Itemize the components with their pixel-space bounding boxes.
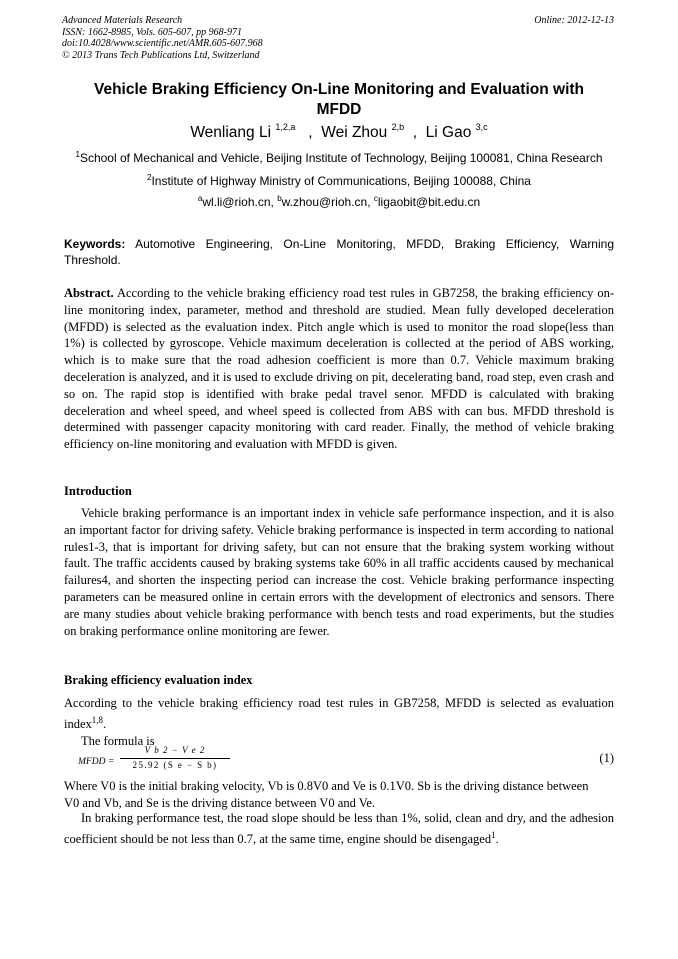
author-marks: 1,2,a [275, 122, 296, 132]
punctuation: . [495, 831, 499, 846]
formula-numerator: V b 2 − V e 2 [144, 745, 206, 755]
section-paragraph [64, 695, 614, 750]
where-line-2: V0 and Vb, and Se is the driving distance between V0 and Ve. [64, 795, 376, 810]
formula-denominator: 25.92 (S e − S b) [132, 760, 218, 770]
journal-name: Advanced Materials Research [62, 15, 183, 26]
equation-1 [64, 745, 614, 775]
conditions-paragraph [64, 810, 614, 848]
email-mark: a [197, 194, 203, 203]
email-mark: c [373, 194, 378, 203]
journal-header [62, 15, 263, 61]
where-line-1: Where V0 is the initial braking velocity, Vb is 0.8V0 and Ve is 0.1V0. Sb is the driving distance between [64, 779, 589, 793]
fraction-bar [120, 758, 230, 759]
abstract [64, 285, 614, 453]
email-a: wl.li@rioh.cn, [202, 195, 274, 209]
affiliation-number: 2 [147, 173, 152, 182]
issn-line: ISSN: 1662-8985, Vols. 605-607, pp 968-971 [62, 26, 242, 38]
formula-lhs: MFDD = [78, 757, 115, 767]
affiliation-text: Institute of Highway Ministry of Communications, Beijing 100088, China [151, 174, 531, 188]
author-marks: 2,b [391, 122, 405, 132]
affiliation-1 [64, 150, 614, 165]
doi-line: doi:10.4028/www.scientific.net/AMR.605-607.968 [62, 38, 263, 49]
keywords-label: Keywords: [64, 237, 126, 251]
online-date: Online: 2012-12-13 [534, 15, 614, 26]
author-name: Wenliang Li [190, 124, 272, 141]
paper-title: Vehicle Braking Efficiency On-Line Monitoring and Evaluation with MFDD [93, 81, 585, 118]
citation: 1 [491, 829, 496, 840]
where-paragraph [64, 778, 614, 812]
email-line [64, 194, 614, 209]
abstract-label: Abstract. [64, 286, 114, 300]
email-b: w.zhou@rioh.cn, [281, 195, 371, 209]
affiliation-text: School of Mechanical and Vehicle, Beijing Institute of Technology, Beijing 100081, China Research [79, 151, 603, 165]
email-c: ligaobit@bit.edu.cn [377, 195, 481, 209]
email-mark: b [277, 194, 282, 203]
section-heading: Braking efficiency evaluation index [64, 673, 253, 687]
punctuation: . [103, 716, 107, 731]
introduction-heading: Introduction [64, 484, 132, 498]
affiliation-number: 1 [75, 150, 80, 159]
affiliation-2 [64, 173, 614, 188]
author-marks: 3,c [475, 122, 488, 132]
introduction-text: Vehicle braking performance is an important index in vehicle safe performance inspection, and it is also an important factor for driving safety. Vehicle braking performance is inspected in term according to national rules1-3, that is important for driving safety, but can not ensure that the braking system working without fault. The traffic accidents caused by braking systems take 60% in all traffic accidents caused by mechanical failures4, and shorten the inspecting period can increase the cost. Vehicle braking performance inspecting parameters can be measured online in certain errors with the development of electronics and sensors. There are many studies about vehicle braking performance with bench tests and road experiments, but the studies on braking performance online monitoring are fewer. [64, 506, 614, 638]
keywords [64, 236, 614, 268]
equation-number: (1) [599, 751, 614, 765]
author-name: Li Gao [425, 124, 472, 141]
copyright-line: © 2013 Trans Tech Publications Ltd, Switzerland [62, 49, 260, 61]
formula-intro: The formula is [81, 733, 155, 748]
paragraph-text: In braking performance test, the road slope should be less than 1%, solid, clean and dry, and the adhesion coefficient should be not less than 0.7, at the same time, engine should be disengaged [64, 811, 614, 846]
keywords-text: Automotive Engineering, On-Line Monitoring, MFDD, Braking Efficiency, Warning Threshold. [64, 237, 614, 267]
paragraph-text: According to the vehicle braking efficiency road test rules in GB7258, MFDD is selected as evaluation index [64, 696, 614, 731]
abstract-text: According to the vehicle braking efficiency road test rules in GB7258, the braking efficiency on-line monitoring index, parameter, method and threshold are studied. Mean fully developed deceleration (MFDD) is selected as the evaluation index. Pitch angle which is used to monitor the road slope(less than 1%) is collected by gyroscope. Vehicle maximum deceleration is collected at the period of ABS working, which is to make sure that the road adhesion coefficient is more than 0.7. Vehicle maximum braking deceleration is analyzed, and it is used to exclude driving on pit, decelerating band, road step, even crash and so on. The rapid stop is identified with brake pedal travel senor. MFDD is calculated with braking deceleration and wheel speed, and wheel speed is collected from ABS with can bus. MFDD threshold is determined with passenger capacity monitoring with card reader. Finally, the method of vehicle braking efficiency on-line monitoring and evaluation with MFDD is given. [64, 286, 615, 452]
author-name: Wei Zhou [321, 124, 388, 141]
citation: 1,8 [91, 714, 104, 725]
author-line: Wenliang Li $^{1,2,a}$ , Wei Zhou $^{2,b}$ , Li Gao $^{3,c}$ [190, 122, 488, 141]
